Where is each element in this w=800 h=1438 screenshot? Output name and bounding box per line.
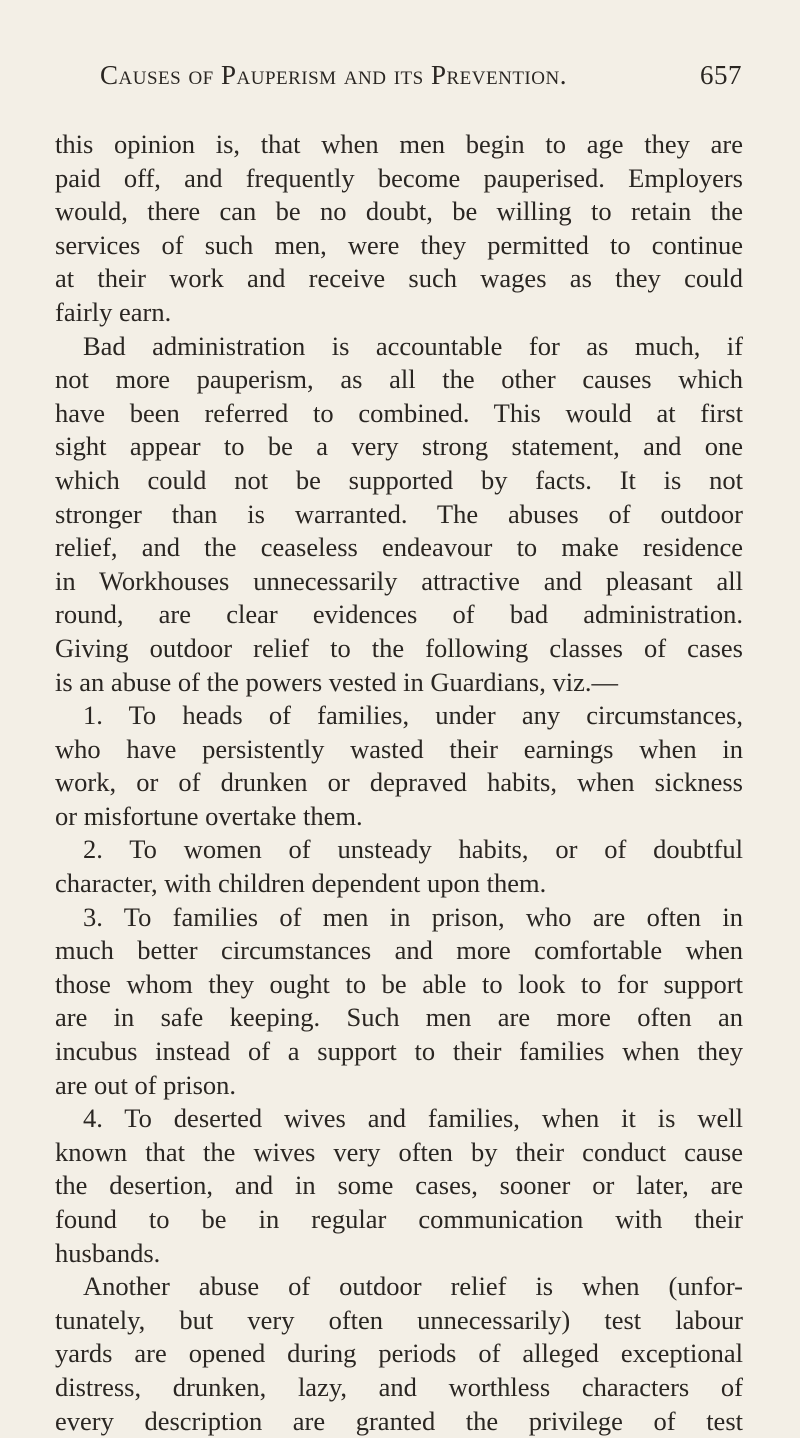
text-line: or misfortune overtake them.: [55, 800, 363, 831]
text-line: yards are opened during periods of alleged exceptional: [55, 1338, 743, 1369]
text-line: at their work and receive such wages as they could: [55, 263, 743, 294]
text-line: found to be in regular communication with their: [55, 1204, 743, 1234]
text-line: every description are granted the privilege of test: [55, 1405, 743, 1436]
text-line: stronger than is warranted. The abuses of outdoor: [55, 498, 743, 529]
text-line: are in safe keeping. Such men are more often an: [55, 1002, 743, 1033]
text-line: the desertion, and in some cases, sooner or later, are: [55, 1170, 743, 1201]
text-line: would, there can be no doubt, be willing to retain the: [55, 196, 743, 227]
page-number: 657: [700, 60, 742, 90]
text-line: not more pauperism, as all the other causes which: [55, 364, 743, 395]
text-line: are out of prison.: [55, 1069, 237, 1100]
text-line: much better circumstances and more comfortable when: [55, 935, 743, 966]
text-line: Giving outdoor relief to the following classes of cases: [55, 632, 743, 663]
text-line: incubus instead of a support to their families when they: [55, 1036, 743, 1067]
text-line: those whom they ought to be able to look to for support: [55, 968, 743, 999]
text-line: work, or of drunken or depraved habits, when sickness: [55, 767, 743, 798]
text-line: Another abuse of outdoor relief is when (unfor-: [83, 1271, 743, 1302]
text-line: tunately, but very often unnecessarily) test labour: [55, 1304, 743, 1335]
text-line: husbands.: [55, 1237, 161, 1268]
running-head: [100, 60, 742, 100]
text-line: 3. To families of men in prison, who are often in: [83, 901, 743, 932]
text-line: in Workhouses unnecessarily attractive and pleasant all: [55, 565, 743, 596]
text-line: known that the wives very often by their conduct cause: [55, 1136, 743, 1167]
text-line: character, with children dependent upon them.: [55, 868, 547, 899]
text-line: services of such men, were they permitted to continue: [55, 229, 743, 260]
body-text: [55, 128, 743, 1438]
text-line: 4. To deserted wives and families, when it is well: [83, 1103, 743, 1134]
running-head-title: Causes of Pauperism and its Prevention.: [100, 60, 567, 90]
text-line: sight appear to be a very strong statement, and one: [55, 431, 743, 462]
text-line: this opinion is, that when men begin to age they are: [55, 129, 743, 159]
text-line: relief, and the ceaseless endeavour to make residence: [55, 532, 743, 563]
text-line: Bad administration is accountable for as much, if: [83, 330, 743, 361]
text-line: who have persistently wasted their earnings when in: [55, 733, 743, 764]
text-line: have been referred to combined. This would at first: [55, 397, 743, 428]
text-line: 2. To women of unsteady habits, or of doubtful: [83, 834, 743, 865]
text-line: 1. To heads of families, under any circumstances,: [83, 700, 743, 731]
text-line: fairly earn.: [55, 296, 172, 327]
text-line: paid off, and frequently become pauperised. Employers: [55, 162, 743, 193]
text-line: which could not be supported by facts. It is not: [55, 464, 743, 495]
text-line: is an abuse of the powers vested in Guardians, viz.—: [55, 666, 618, 697]
text-line: distress, drunken, lazy, and worthless characters of: [55, 1371, 743, 1402]
text-line: round, are clear evidences of bad administration.: [55, 599, 743, 630]
